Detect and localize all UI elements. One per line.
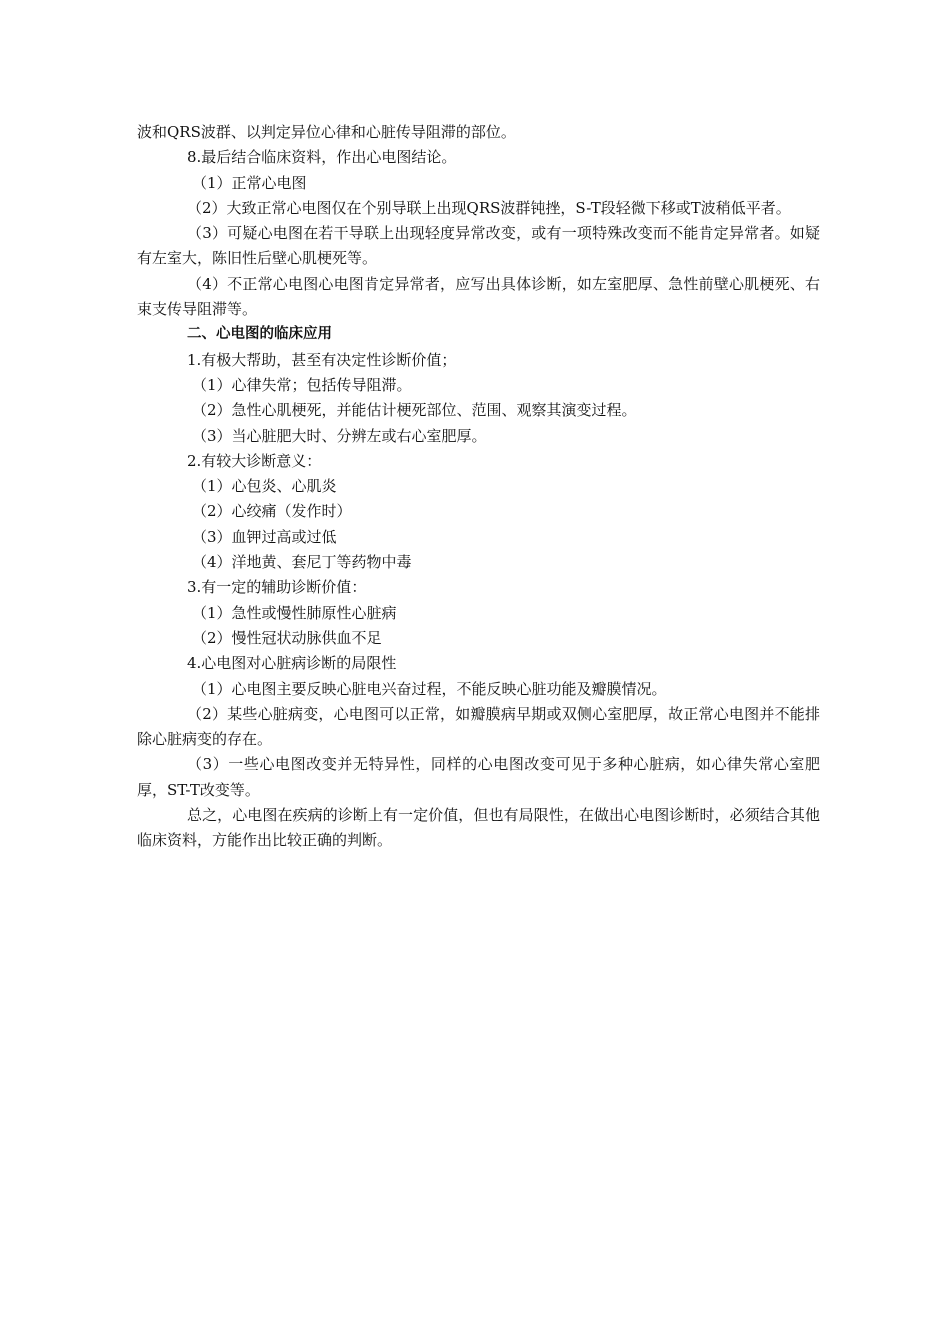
text-line-17: 3.有一定的辅助诊断价值： [187,578,367,597]
text-line-9: （1）心律失常；包括传导阻滞。 [192,375,412,394]
paragraph-5: （3）可疑心电图在若干导联上出现轻度异常改变，或有一项特殊改变而不能肯定异常者。如疑有左室大，陈旧性后壁心肌梗死等。 [137,224,820,268]
paragraph-6: （4）不正常心电图心电图肯定异常者，应写出具体诊断，如左室肥厚、急性前壁心肌梗死、右束支传导阻滞等。 [137,274,820,319]
text-line-1: 波和QRS波群、以判定异位心律和心脏传导阻滞的部位。 [137,123,516,141]
paragraph-22: （2）某些心脏病变，心电图可以正常，如瓣膜病早期或双侧心室肥厚，故正常心电图并不能排除心脏病变的存在。 [137,704,820,749]
paragraph-4: （2）大致正常心电图仅在个别导联上出现QRS波群钝挫，S-T段轻微下移或T波稍低平者。 [187,198,791,217]
text-line-18: （1）急性或慢性肺原性心脏病 [192,603,397,622]
text-line-3: （1）正常心电图 [192,173,307,192]
text-line-2: 8.最后结合临床资料，作出心电图结论。 [187,148,457,167]
text-line-15: （3）血钾过高或过低 [192,527,337,546]
section-heading: 二、心电图的临床应用 [187,326,332,343]
paragraph-24: 总之，心电图在疾病的诊断上有一定价值，但也有局限性，在做出心电图诊断时，必须结合其他临床资料，方能作出比较正确的判断。 [137,806,820,850]
text-line-11: （3）当心脏肥大时、分辨左或右心室肥厚。 [192,426,487,445]
text-line-10: （2）急性心肌梗死，并能估计梗死部位、范围、观察其演变过程。 [192,401,637,420]
text-line-12: 2.有较大诊断意义： [187,451,322,470]
text-line-21: （1）心电图主要反映心脏电兴奋过程，不能反映心脏功能及瓣膜情况。 [192,679,667,698]
paragraph-23: （3）一些心电图改变并无特异性，同样的心电图改变可见于多种心脏病，如心律失常心室肥厚，ST-T改变等。 [137,755,820,799]
text-line-20: 4.心电图对心脏病诊断的局限性 [187,654,397,673]
text-line-8: 1.有极大帮助，甚至有决定性诊断价值； [187,350,457,369]
text-line-16: （4）洋地黄、套尼丁等药物中毒 [192,553,412,572]
text-line-14: （2）心绞痛（发作时） [192,502,352,521]
text-line-19: （2）慢性冠状动脉供血不足 [192,628,382,647]
text-line-13: （1）心包炎、心肌炎 [192,477,337,496]
